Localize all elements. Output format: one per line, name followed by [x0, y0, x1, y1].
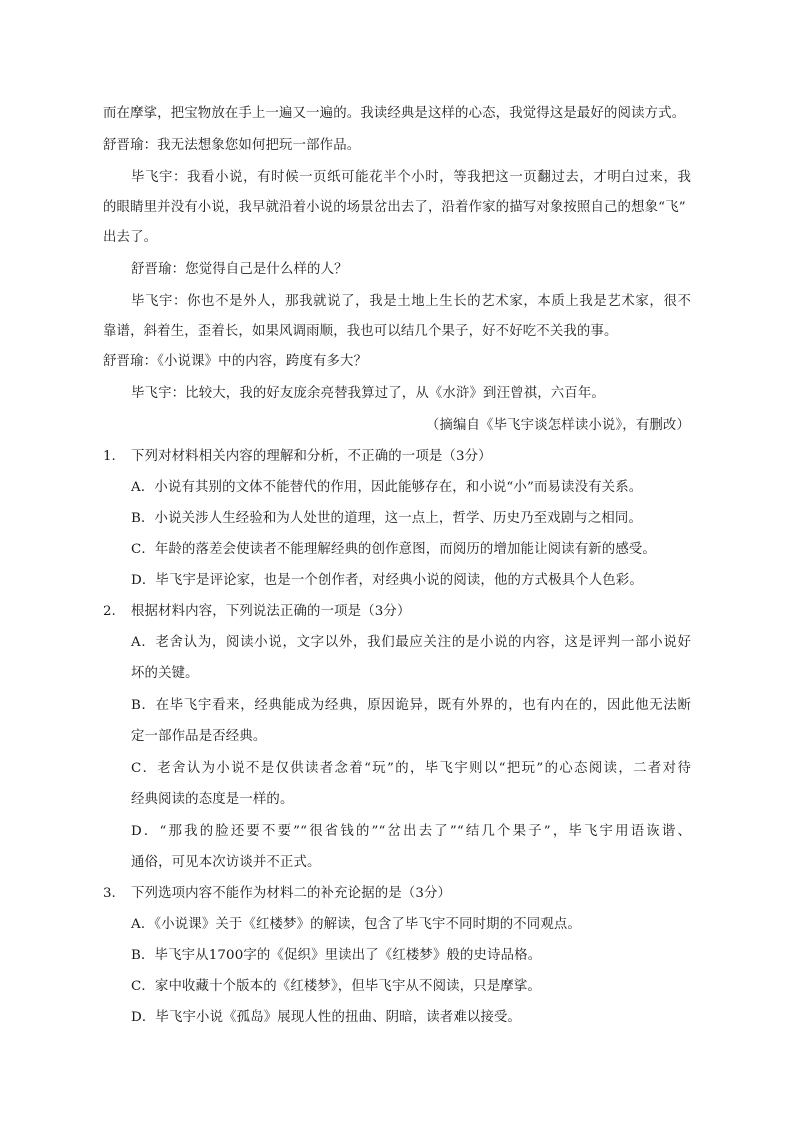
passage-line: 毕飞宇：比较大，我的好友庞余亮替我算过了，从《水浒》到汪曾祺，六百年。: [131, 386, 605, 401]
option-c: C．老舍认为小说不是仅供读者念着“玩”的，毕飞宇则以“把玩”的心态阅读，二者对待: [131, 761, 691, 776]
question-stem: 根据材料内容，下列说法正确的一项是（3分）: [131, 604, 411, 619]
option-d: D．毕飞宇是评论家，也是一个创作者，对经典小说的阅读，他的方式极具个人色彩。: [131, 573, 643, 588]
option-b: B．在毕飞宇看来，经典能成为经典，原因诡异，既有外界的，也有内在的，因此他无法断: [131, 698, 691, 713]
option-d: D．毕飞宇小说《孤岛》展现人性的扭曲、阴暗，读者难以接受。: [131, 1010, 522, 1025]
passage-line: 舒晋瑜：我无法想象您如何把玩一部作品。: [103, 138, 361, 153]
question-number: 3.: [103, 886, 116, 901]
option-a-continued: 坏的关键。: [131, 666, 199, 681]
passage-line: 毕飞宇：你也不是外人，那我就说了，我是土地上生长的艺术家，本质上我是艺术家，很不: [131, 294, 691, 309]
passage-line: 而在摩挲，把宝物放在手上一遍又一遍的。我读经典是这样的心态，我觉得这是最好的阅读方式。: [103, 106, 686, 121]
option-c: C．家中收藏十个版本的《红楼梦》，但毕飞宇从不阅读，只是摩挲。: [131, 979, 541, 994]
passage-line: 舒晋瑜：《小说课》中的内容，跨度有多大？: [103, 354, 368, 369]
passage-line: 舒晋瑜：您觉得自己是什么样的人？: [131, 262, 348, 277]
option-d: D．“那我的脸还要不要”“很省钱的”“岔出去了”“结几个果子”，毕飞宇用语诙谐、: [131, 824, 691, 839]
passage-line: 出去了。: [103, 230, 158, 245]
question-number: 1.: [103, 449, 116, 464]
option-a: A．《小说课》关于《红楼梦》的解读，包含了毕飞宇不同时期的不同观点。: [131, 917, 581, 932]
option-b-continued: 定一部作品是否经典。: [131, 729, 267, 744]
option-a: A．老舍认为，阅读小说，文字以外，我们最应关注的是小说的内容，这是评判一部小说好: [131, 635, 691, 650]
option-a: A．小说有其别的文体不能替代的作用，因此能够存在，和小说“小”而易读没有关系。: [131, 480, 643, 495]
option-c: C．年龄的落差会使读者不能理解经典的创作意图，而阅历的增加能让阅读有新的感受。: [131, 542, 656, 557]
question-stem: 下列选项内容不能作为材料二的补充论据的是（3分）: [131, 886, 452, 901]
option-b: B．毕飞宇从1700字的《促织》里读出了《红楼梦》般的史诗品格。: [131, 948, 542, 963]
passage-line: 靠谱，斜着生，歪着长，如果风调雨顺，我也可以结几个果子，好不好吃不关我的事。: [103, 324, 618, 339]
option-b: B．小说关涉人生经验和为人处世的道理，这一点上，哲学、历史乃至戏剧与之相同。: [131, 511, 642, 526]
source-citation: （摘编自《毕飞宇谈怎样读小说》，有删改）: [425, 418, 690, 433]
passage-line: 的眼睛里并没有小说，我早就沿着小说的场景岔出去了，沿着作家的描写对象按照自己的想象“飞”: [103, 200, 686, 215]
passage-line: 毕飞宇：我看小说，有时候一页纸可能花半个小时，等我把这一页翻过去，才明白过来，我: [131, 170, 691, 185]
question-stem: 下列对材料相关内容的理解和分析，不正确的一项是（3分）: [131, 449, 492, 464]
question-number: 2.: [103, 604, 116, 619]
option-c-continued: 经典阅读的态度是一样的。: [131, 792, 294, 807]
option-d-continued: 通俗，可见本次访谈并不正式。: [131, 855, 321, 870]
